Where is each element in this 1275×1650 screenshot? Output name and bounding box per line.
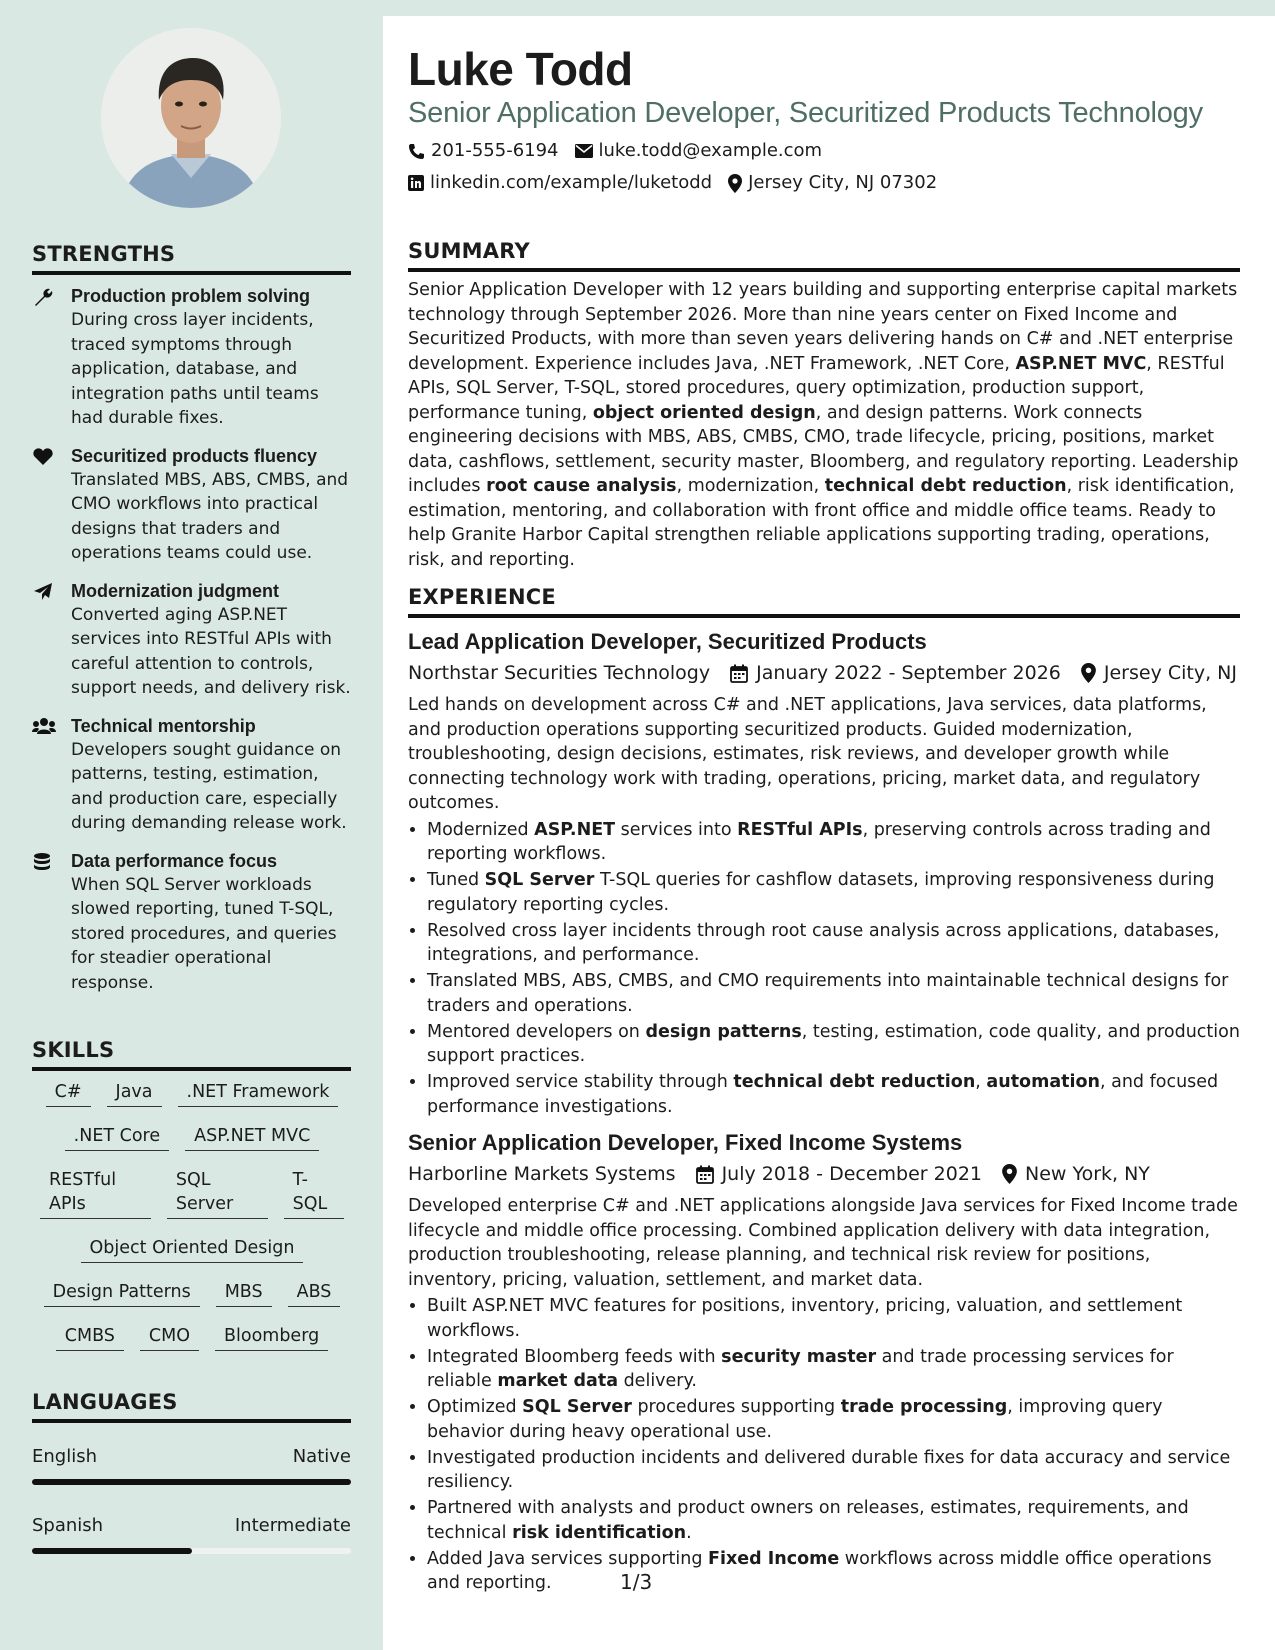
skill-tag: ASP.NET MVC <box>185 1124 319 1151</box>
skills-row <box>32 1168 352 1219</box>
proficiency-fill <box>32 1479 351 1485</box>
skills-row <box>32 1280 352 1307</box>
bullet-segment: , preserving controls across trading and reporting workflows. <box>427 819 1211 864</box>
strength-item <box>32 849 352 996</box>
bullet-item <box>427 1070 1240 1119</box>
summary-highlight: ASP.NET MVC <box>1015 353 1147 374</box>
contact-row-1 <box>408 138 1240 164</box>
contact-row-2 <box>408 170 1240 196</box>
main-content <box>408 36 1240 1597</box>
job-title: Senior Application Developer, Fixed Income Systems <box>408 1130 963 1155</box>
calendar-icon <box>696 1165 714 1184</box>
bullet-segment: , and focused performance investigations. <box>427 1072 1219 1117</box>
bullet-item <box>427 1496 1240 1545</box>
skills-list <box>32 1080 352 1351</box>
bullet-segment: delivery. <box>618 1371 697 1391</box>
bullet-highlight: security master <box>721 1346 877 1367</box>
bullet-segment: Modernized <box>427 819 535 840</box>
languages-heading: LANGUAGES <box>32 1390 351 1423</box>
bullet-segment: Built ASP.NET MVC features for positions, inventory, pricing, valuation, and settlement workflows. <box>427 1296 1183 1341</box>
skill-tag: T-SQL <box>284 1168 344 1219</box>
bullet-segment: Improved service stability through <box>427 1072 734 1092</box>
bullet-item <box>427 1547 1240 1596</box>
strength-desc: Developers sought guidance on patterns, testing, estimation, and production care, especially during demanding release work. <box>71 739 347 833</box>
bullet-highlight: automation <box>986 1072 1100 1092</box>
phone-contact <box>408 138 559 164</box>
job-dates: January 2022 - September 2026 <box>756 662 1061 684</box>
skills-row <box>32 1236 352 1263</box>
skill-tag: RESTful APIs <box>40 1168 151 1219</box>
bullet-highlight: ASP.NET <box>534 819 616 840</box>
bullet-highlight: risk identification <box>512 1522 687 1543</box>
linkedin-text[interactable]: linkedin.com/example/luketodd <box>430 172 713 193</box>
bullet-segment: Optimized <box>427 1397 523 1417</box>
skills-row <box>32 1324 352 1351</box>
candidate-role: Senior Application Developer, Securitized Products Technology <box>408 97 1203 129</box>
strength-desc: Converted aging ASP.NET services into RESTful APIs with careful attention to controls, support needs, and delivery risk. <box>71 604 351 698</box>
skill-tag: .NET Core <box>65 1124 169 1151</box>
calendar-icon <box>730 664 748 683</box>
candidate-name: Luke Todd <box>408 43 633 95</box>
strengths-list <box>32 284 352 1008</box>
bullet-highlight: technical debt reduction <box>733 1072 976 1092</box>
bullet-segment: services into <box>615 819 738 840</box>
bullet-highlight: SQL Server <box>484 870 595 890</box>
map-pin-icon <box>728 174 742 193</box>
wrench-icon <box>32 284 71 431</box>
location-contact <box>728 170 937 196</box>
bullet-highlight: SQL Server <box>522 1397 632 1417</box>
summary-highlight: technical debt reduction <box>824 476 1067 496</box>
strength-title: Technical mentorship <box>71 715 256 736</box>
bullet-item <box>427 1345 1240 1394</box>
strength-title: Securitized products fluency <box>71 445 318 466</box>
bullet-segment: Integrated Bloomberg feeds with <box>427 1346 722 1367</box>
job-title: Lead Application Developer, Securitized Products <box>408 629 927 654</box>
proficiency-bar <box>32 1548 351 1554</box>
language-name: English <box>32 1446 97 1467</box>
skill-tag: MBS <box>216 1280 272 1307</box>
bullet-highlight: market data <box>497 1371 619 1391</box>
map-pin-icon <box>1081 663 1096 683</box>
bullet-item <box>427 1446 1240 1495</box>
linkedin-contact[interactable] <box>408 170 712 196</box>
strength-item <box>32 714 352 836</box>
bullet-item <box>427 1395 1240 1444</box>
phone-icon <box>408 143 425 160</box>
summary-highlight: root cause analysis <box>486 476 677 496</box>
job-bullets <box>408 818 1240 1120</box>
strengths-heading: STRENGTHS <box>32 242 351 275</box>
paper-plane-icon <box>32 579 71 701</box>
strength-desc: When SQL Server workloads slowed reporting, tuned T-SQL, stored procedures, and queries for steadier operational response. <box>71 874 337 993</box>
job-meta <box>408 1160 1240 1188</box>
bullet-segment: workflows across middle office operations and reporting. <box>427 1548 1212 1593</box>
bullet-highlight: design patterns <box>645 1021 802 1042</box>
email-text[interactable]: luke.todd@example.com <box>598 140 823 161</box>
strength-item <box>32 444 352 566</box>
proficiency-bar <box>32 1479 351 1485</box>
bullet-item <box>427 818 1240 867</box>
skill-tag: C# <box>46 1080 91 1107</box>
skills-row <box>32 1124 352 1151</box>
job-company: Northstar Securities Technology <box>408 662 711 684</box>
language-spanish <box>32 1514 351 1554</box>
summary-segment: , and design patterns. Work connects engineering decisions with MBS, ABS, CMBS, CMO, trade lifecycle, pricing, positions, market data, cashflows, settlement, security master, Bloomberg, and regulatory reporting. Leadership includes <box>408 402 1239 496</box>
bullet-item <box>427 868 1240 917</box>
bullet-segment: Added Java services supporting <box>427 1548 709 1569</box>
skill-tag: .NET Framework <box>178 1080 339 1107</box>
summary-highlight: object oriented design <box>592 402 816 423</box>
page-number: 1/3 <box>620 1570 653 1594</box>
bullet-highlight: Fixed Income <box>708 1548 840 1569</box>
bullet-segment: and trade processing services for reliable <box>427 1346 1174 1391</box>
bullet-highlight: trade processing <box>840 1397 1008 1417</box>
job-bullets <box>408 1294 1240 1596</box>
skill-tag: Java <box>107 1080 162 1107</box>
phone-text: 201-555-6194 <box>431 140 559 161</box>
language-level: Native <box>292 1446 351 1467</box>
experience-heading: EXPERIENCE <box>408 585 1240 618</box>
skill-tag: CMBS <box>56 1324 124 1351</box>
summary-segment: , risk identification, estimation, mentoring, and collaboration with front office and middle office teams. Ready to help Granite Harbor Capital strengthen reliable applications supporting trading, operations, risk, and reporting. <box>408 476 1235 570</box>
skill-tag: SQL Server <box>167 1168 268 1219</box>
bullet-segment: , <box>975 1072 987 1092</box>
strength-title: Modernization judgment <box>71 580 279 601</box>
bullet-segment: Investigated production incidents and delivered durable fixes for data accuracy and service resiliency. <box>427 1447 1231 1492</box>
strength-desc: Translated MBS, ABS, CMBS, and CMO workflows into practical designs that traders and operations teams could use. <box>71 469 349 563</box>
summary-segment: Senior Application Developer with 12 years building and supporting enterprise capital markets technology through September 2026. More than nine years center on Fixed Income and Securitized Products, with more than seven years delivering hands on C# and .NET enterprise development. Experience includes Java, .NET Framework, .NET Core, <box>408 280 1238 374</box>
strength-item <box>32 284 352 431</box>
job-description: Led hands on development across C# and .NET applications, Java services, data platforms, and production operations supporting securitized products. Guided modernization, troubleshooting, design decisions, estimates, risk reviews, and developer growth while connecting technology work with trading, operations, pricing, market data, and regulatory outcomes. <box>408 695 1207 813</box>
bullet-segment: Translated MBS, ABS, CMBS, and CMO requirements into maintainable technical designs for traders and operations. <box>427 971 1229 1016</box>
linkedin-icon <box>408 175 424 191</box>
bullet-segment: Tuned <box>427 870 485 890</box>
bullet-segment: , improving query behavior during heavy operational use. <box>427 1397 1163 1442</box>
language-english <box>32 1445 351 1485</box>
bullet-segment: , testing, estimation, code quality, and production support practices. <box>427 1021 1240 1066</box>
experience-list <box>408 628 1240 1596</box>
bullet-segment: procedures supporting <box>631 1397 841 1417</box>
skill-tag: Bloomberg <box>215 1324 328 1351</box>
summary-text <box>408 278 1240 572</box>
skill-tag: CMO <box>140 1324 199 1351</box>
heart-icon <box>32 444 71 566</box>
database-icon <box>32 849 71 996</box>
skills-row <box>32 1080 352 1107</box>
bullet-segment: . <box>686 1522 692 1543</box>
job-meta <box>408 659 1240 687</box>
bullet-segment: Partnered with analysts and product owners on releases, estimates, requirements, and technical <box>427 1498 1189 1543</box>
job-company: Harborline Markets Systems <box>408 1163 676 1185</box>
strength-title: Data performance focus <box>71 850 278 871</box>
users-icon <box>32 714 71 836</box>
map-pin-icon <box>1002 1164 1017 1184</box>
location-text: Jersey City, NJ 07302 <box>748 172 938 193</box>
bullet-item <box>427 969 1240 1018</box>
skill-tag: ABS <box>288 1280 341 1307</box>
top-band <box>383 0 1275 16</box>
bullet-highlight: RESTful APIs <box>737 819 863 840</box>
summary-segment: , modernization, <box>676 476 825 496</box>
email-contact[interactable] <box>575 138 823 164</box>
summary-heading: SUMMARY <box>408 239 1240 272</box>
bullet-item <box>427 1294 1240 1343</box>
strength-item <box>32 579 352 701</box>
bullet-segment: Resolved cross layer incidents through root cause analysis across applications, databases, integrations, and performance. <box>427 920 1220 965</box>
proficiency-fill <box>32 1548 192 1554</box>
skill-tag: Design Patterns <box>44 1280 200 1307</box>
strength-desc: During cross layer incidents, traced symptoms through application, database, and integration paths until teams had durable fixes. <box>71 310 319 428</box>
bullet-segment: T-SQL queries for cashflow datasets, improving responsiveness during regulatory reporting cycles. <box>427 870 1215 915</box>
bullet-item <box>427 919 1240 968</box>
job-description: Developed enterprise C# and .NET applications alongside Java services for Fixed Income trade lifecycle and middle office processing. Combined application delivery with data integration, production troubleshooting, release planning, and technical risk review for positions, inventory, pricing, valuation, settlement, and market data. <box>408 1196 1238 1290</box>
bullet-item <box>427 1020 1240 1069</box>
skills-heading: SKILLS <box>32 1038 351 1071</box>
language-level: Intermediate <box>234 1515 351 1536</box>
bullet-segment: Mentored developers on <box>427 1021 646 1042</box>
job-location: New York, NY <box>1025 1163 1150 1185</box>
job-entry <box>408 628 1240 1119</box>
skill-tag: Object Oriented Design <box>81 1236 304 1263</box>
job-entry <box>408 1129 1240 1596</box>
avatar <box>101 28 281 208</box>
summary-segment: , RESTful APIs, SQL Server, T-SQL, stored procedures, query optimization, production support, performance tuning, <box>408 353 1225 423</box>
language-name: Spanish <box>32 1515 104 1536</box>
job-dates: July 2018 - December 2021 <box>721 1163 982 1185</box>
job-location: Jersey City, NJ <box>1103 662 1238 684</box>
strength-title: Production problem solving <box>71 286 311 306</box>
envelope-icon <box>575 144 593 158</box>
